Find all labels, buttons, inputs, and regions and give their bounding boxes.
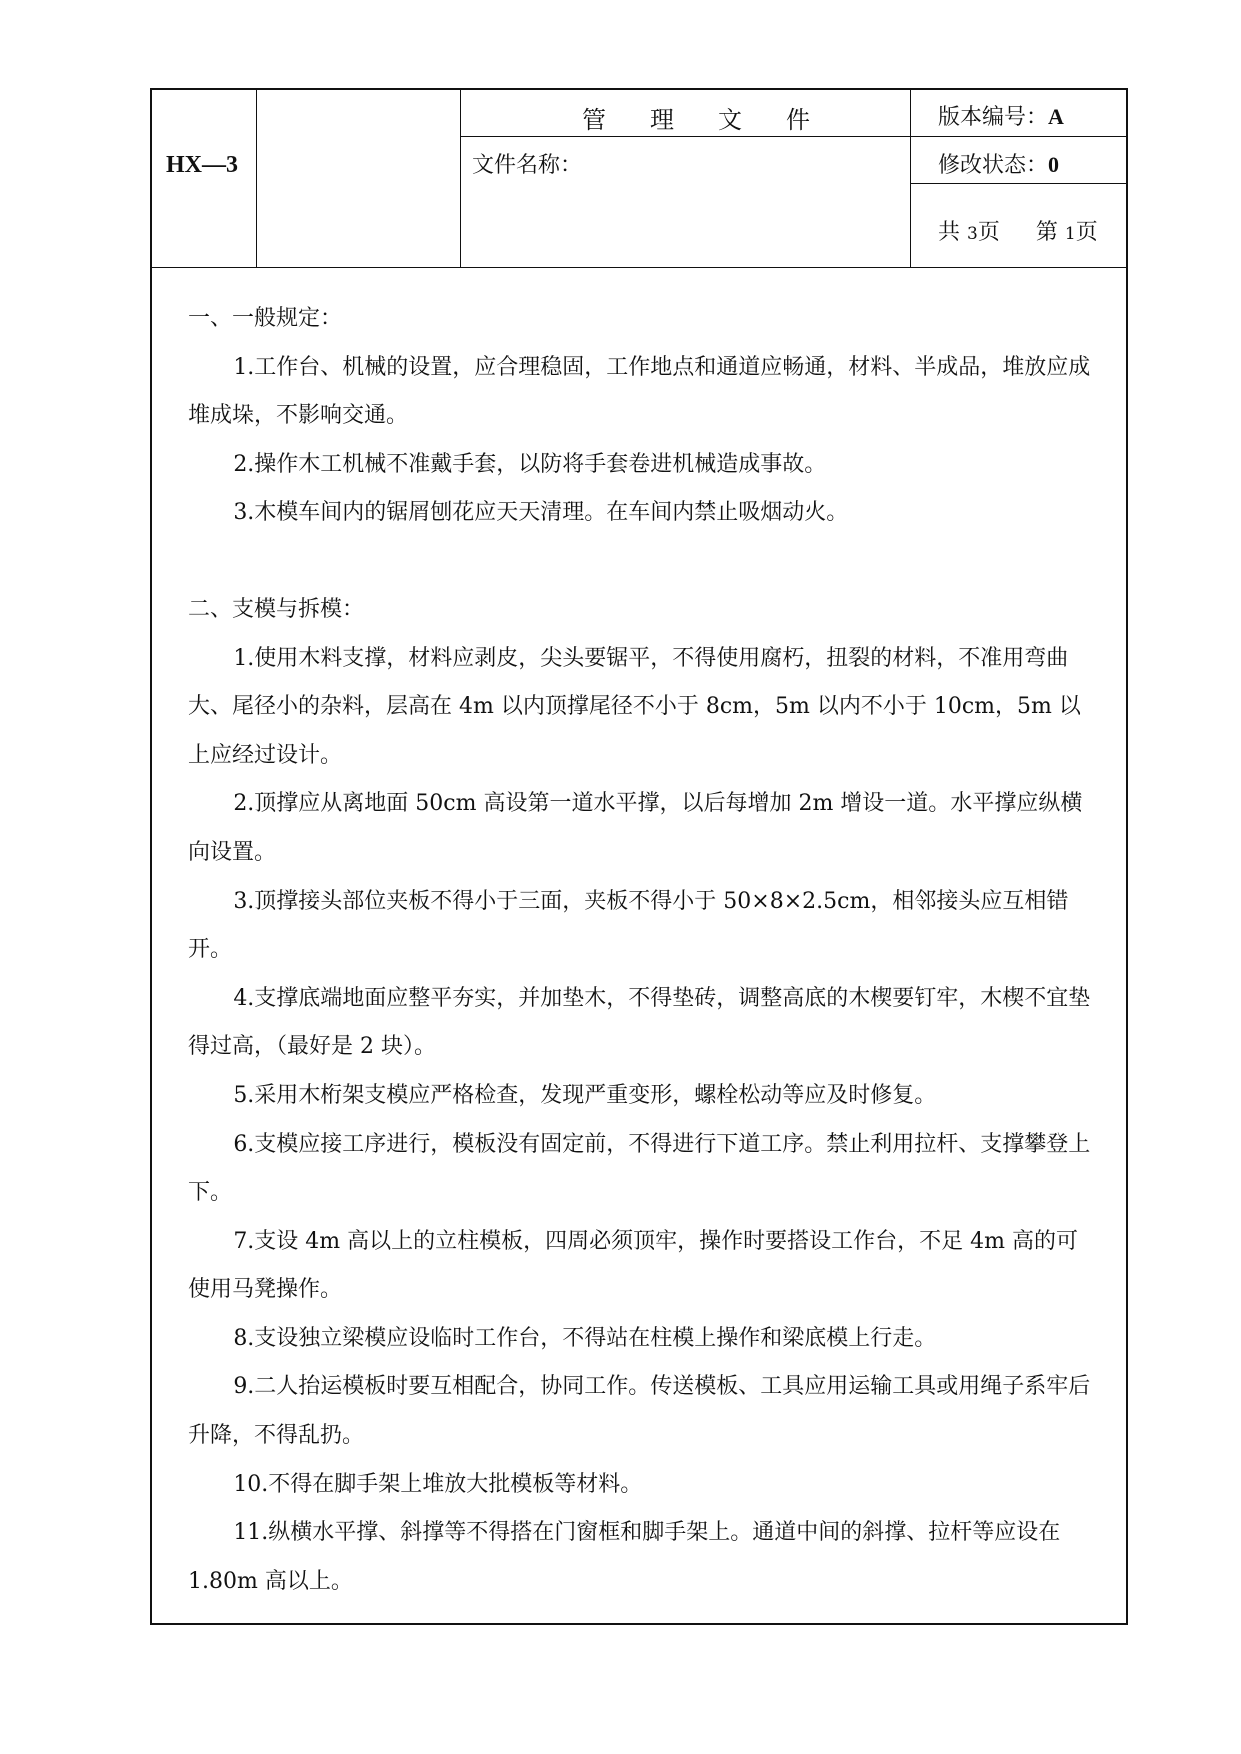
list-item: 1.使用木料支撑，材料应剥皮，尖头要锯平，不得使用腐朽，扭裂的材料，不准用弯曲大、尾径小的杂料，层高在 4m 以内顶撑尾径不小于 8cm，5m 以内不小于 10cm，5m 以上应经过设计。 — [188, 645, 1081, 768]
document-body — [188, 295, 1093, 1606]
title-char: 文 — [718, 106, 742, 134]
revision-field — [938, 148, 1059, 179]
title-char: 管 — [582, 106, 606, 134]
list-item: 11.纵横水平撑、斜撑等不得搭在门窗框和脚手架上。通道中间的斜撑、拉杆等应设在 1.80m 高以上。 — [188, 1520, 1061, 1594]
pages-total-suffix: 页 — [977, 220, 1000, 245]
page-current: 1 — [1064, 224, 1076, 244]
document-frame — [150, 88, 1128, 1625]
page-count-field — [938, 215, 1098, 246]
version-value: A — [1048, 104, 1064, 129]
header-divider-2 — [460, 90, 461, 267]
list-item: 4.支撑底端地面应整平夯实，并加垫木，不得垫砖，调整高底的木楔要钉牢，木楔不宜垫得过高，（最好是 2 块）。 — [188, 985, 1091, 1060]
file-name-label: 文件名称： — [472, 153, 583, 178]
page-current-suffix: 页 — [1075, 220, 1098, 245]
document-title — [582, 100, 810, 135]
header-divider-1 — [256, 90, 257, 267]
revision-value: 0 — [1048, 152, 1060, 177]
pages-total: 3 — [967, 224, 978, 244]
list-item: 2.顶撑应从离地面 50cm 高设第一道水平撑，以后每增加 2m 增设一道。水平撑应纵横向设置。 — [188, 791, 1083, 865]
title-char: 理 — [650, 106, 674, 134]
list-item: 3.顶撑接头部位夹板不得小于三面，夹板不得小于 50×8×2.5cm，相邻接头应互相错开。 — [188, 888, 1069, 963]
document-code: HX—3 — [166, 152, 238, 178]
revision-label: 修改状态： — [938, 153, 1049, 178]
pages-total-prefix: 共 — [938, 220, 961, 245]
list-item: 3.木模车间内的锯屑刨花应天天清理。在车间内禁止吸烟动火。 — [233, 500, 849, 526]
list-item: 6.支模应接工序进行，模板没有固定前，不得进行下道工序。禁止利用拉杆、支撑攀登上下。 — [188, 1131, 1091, 1206]
header-row-divider-1 — [460, 136, 1128, 137]
list-item: 2.操作木工机械不准戴手套，以防将手套卷进机械造成事故。 — [233, 451, 827, 477]
list-item: 7.支设 4m 高以上的立柱模板，四周必须顶牢，操作时要搭设工作台，不足 4m 高的可使用马凳操作。 — [188, 1228, 1078, 1303]
list-item: 8.支设独立梁模应设临时工作台，不得站在柱模上操作和梁底模上行走。 — [233, 1325, 937, 1351]
version-field — [938, 100, 1064, 131]
list-item: 10.不得在脚手架上堆放大批模板等材料。 — [233, 1471, 643, 1497]
header-divider-3 — [910, 90, 911, 267]
section-heading: 一、一般规定： — [188, 306, 343, 331]
page-current-prefix: 第 — [1035, 220, 1058, 245]
section-spacer — [188, 538, 1093, 586]
title-char: 件 — [786, 106, 810, 134]
list-item: 5.采用木桁架支模应严格检查，发现严重变形，螺栓松动等应及时修复。 — [233, 1082, 937, 1108]
list-item: 9.二人抬运模板时要互相配合，协同工作。传送模板、工具应用运输工具或用绳子系牢后升降，不得乱扔。 — [188, 1374, 1091, 1449]
list-item: 1.工作台、机械的设置，应合理稳固，工作地点和通道应畅通，材料、半成品，堆放应成堆成垛，不影响交通。 — [188, 354, 1091, 429]
header-row-divider-2 — [910, 183, 1128, 184]
header-bottom-border — [152, 267, 1128, 268]
version-label: 版本编号： — [938, 105, 1049, 130]
section-heading: 二、支模与拆模： — [188, 596, 365, 622]
